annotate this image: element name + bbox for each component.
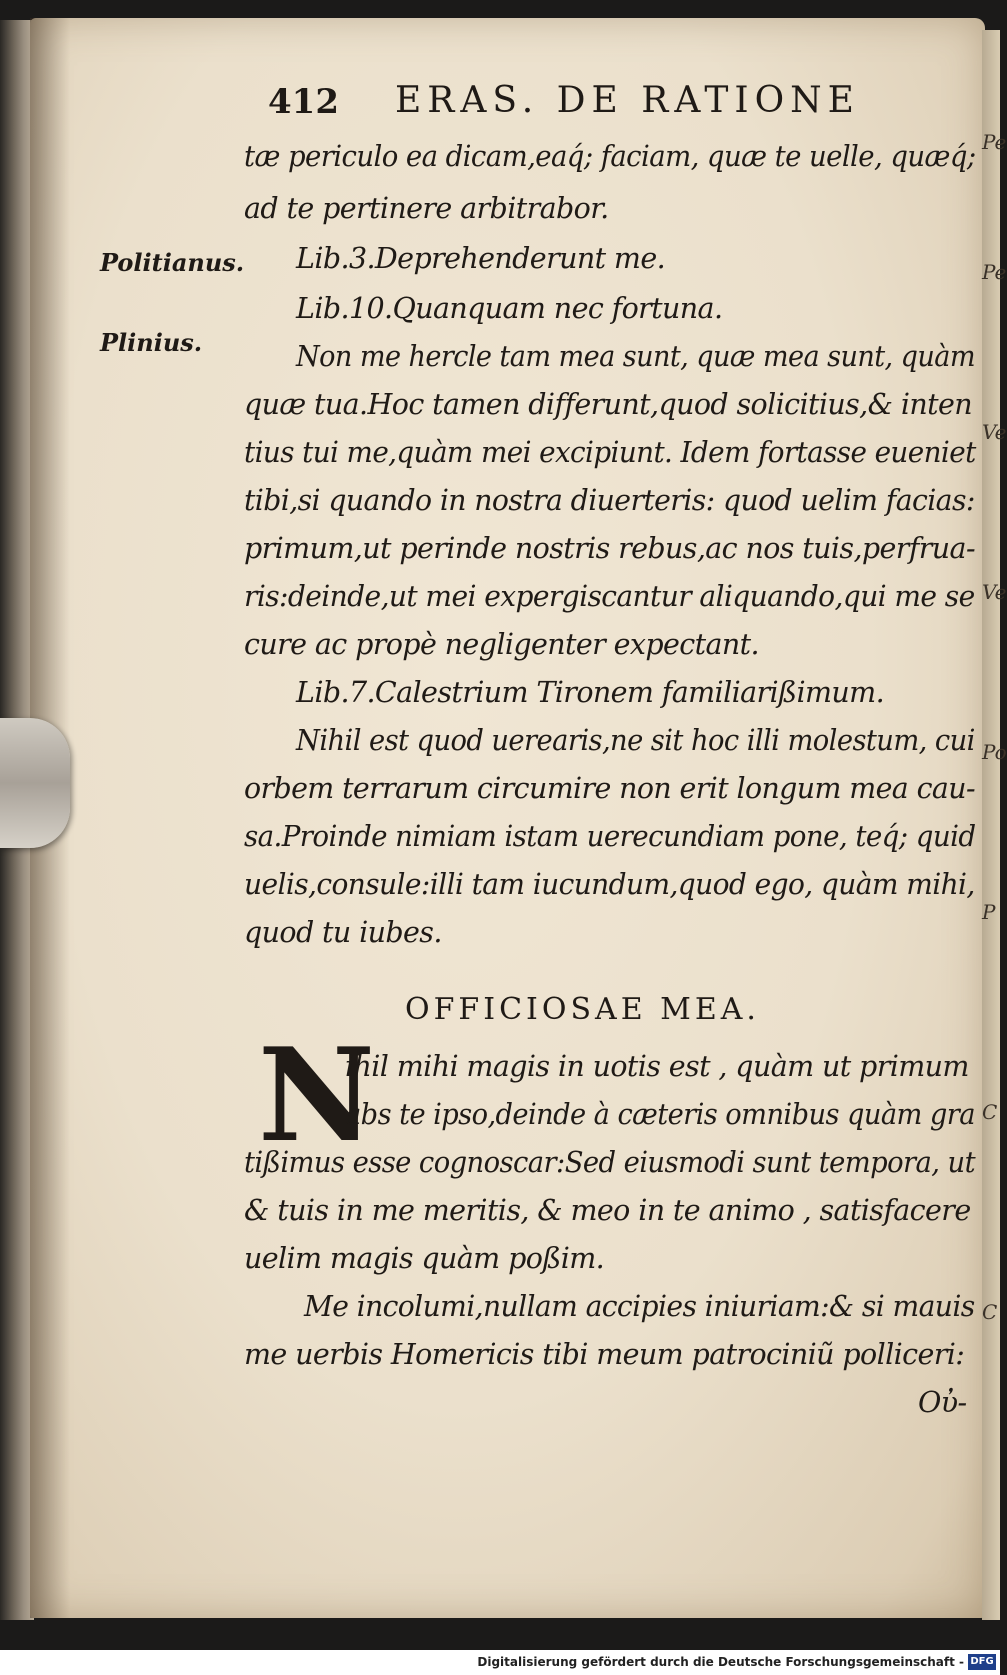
body-line: Lib.3.Deprehenderunt me. [296,242,666,275]
margin-note-politianus: Politianus. [100,248,245,277]
catchword: Οὐ- [918,1386,967,1419]
section-line: abs te ipso,deinde à cæteris omnibus quàm gra [345,1098,975,1131]
body-line: ris:deinde,ut mei expergiscantur aliquando,qui me se [244,580,975,613]
body-line: orbem terrarum circumire non erit longum mea cau- [244,772,975,805]
body-line: Nihil est quod uerearis,ne sit hoc illi molestum, cui [296,724,975,757]
drop-cap-initial: N [258,1021,375,1171]
section-line: me uerbis Homericis tibi meum patrociniũ polliceri: [244,1338,965,1371]
body-line: Lib.10.Quanquam nec fortuna. [296,292,723,325]
body-line: ad te pertinere arbitrabor. [244,192,609,225]
right-page-bleed-text: Ve [982,420,1007,444]
footer-credit: Digitalisierung gefördert durch die Deutsche Forschungsgemeinschaft - [477,1655,964,1669]
section-line: uelim magis quàm poßim. [244,1242,605,1275]
body-line: tibi,si quando in nostra diuerteris: quod uelim facias: [244,484,975,517]
body-line: sa.Proinde nimiam istam uerecundiam pone, teq́; quid [244,820,976,853]
running-title: ERAS. DE RATIONE [395,80,860,121]
dfg-logo: DFG [968,1654,996,1670]
section-line: tißimus esse cognoscar:Sed eiusmodi sunt tempora, ut [244,1146,976,1179]
right-page-bleed-text: Po [982,740,1007,764]
page-number: 412 [268,82,339,122]
section-line: ihil mihi magis in uotis est , quàm ut primum [345,1050,969,1083]
body-line: Non me hercle tam mea sunt, quæ mea sunt, quàm [296,340,976,373]
body-line: tius tui me,quàm mei excipiunt. Idem fortasse eueniet [244,436,976,469]
page-clip [0,718,70,848]
right-page-bleed-text: Ve [982,580,1007,604]
body-line: quod tu iubes. [244,916,442,949]
body-line: Lib.7.Calestrium Tironem familiarißimum. [296,676,885,709]
section-line: Me incolumi,nullam accipies iniuriam:& si mauis [304,1290,975,1323]
body-line: tæ periculo ea dicam,eaq́; faciam, quæ te uelle, quæq́; [244,140,976,173]
body-line: uelis,consule:illi tam iucundum,quod ego, quàm mihi, [244,868,975,901]
body-line: primum,ut perinde nostris rebus,ac nos tuis,perfrua- [244,532,975,565]
right-page-bleed-text: Pe [982,130,1007,154]
right-page-bleed-text: C [982,1300,998,1324]
body-line: quæ tua.Hoc tamen differunt,quod solicitius,& inten [244,388,972,421]
right-page-bleed-text: P [982,900,996,924]
margin-note-plinius: Plinius. [100,328,203,357]
section-line: & tuis in me meritis, & meo in te animo , satisfacere [244,1194,971,1227]
body-line: cure ac propè negligenter expectant. [244,628,759,661]
right-page-bleed-text: Pe [982,260,1007,284]
section-heading: OFFICIOSAE MEA. [405,992,760,1027]
right-page-bleed-text: C [982,1100,998,1124]
